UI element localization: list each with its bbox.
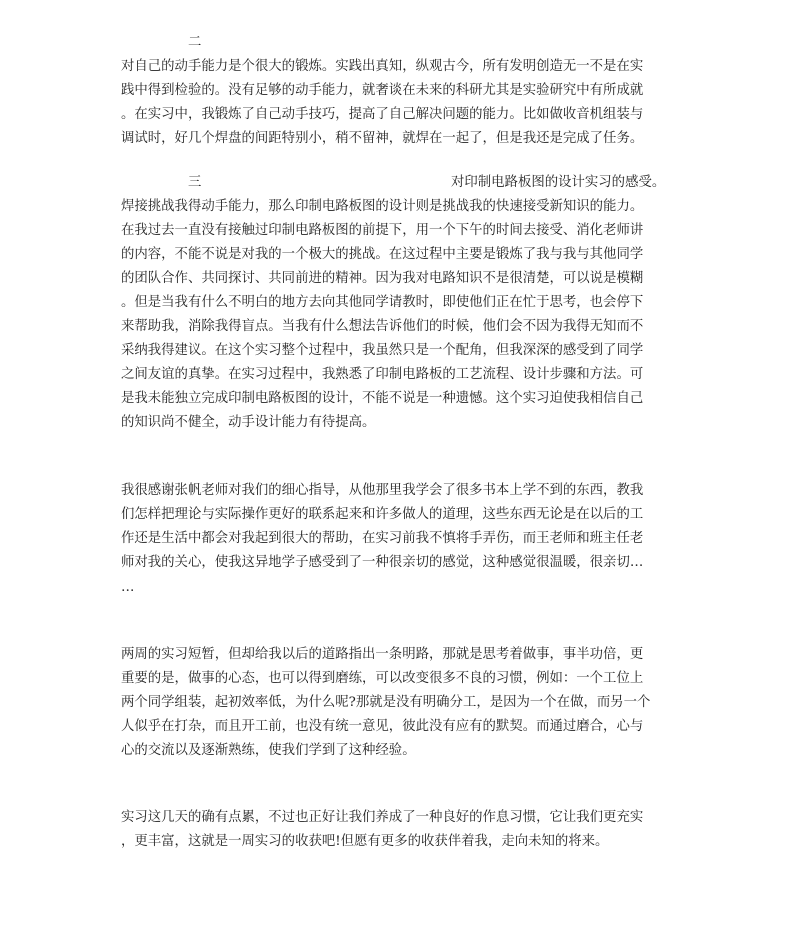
section-three-heading: 对印制电路板图的设计实习的感受。	[451, 175, 666, 190]
paragraph-line: 作还是生活中都会对我起到很大的帮助，在实习前我不慎将手弄伤，而王老师和班主任老	[121, 531, 644, 546]
paragraph-line: 对自己的动手能力是个很大的锻炼。实践出真知，纵观古今，所有发明创造无一不是在实	[121, 59, 644, 74]
paragraph-line: 之间友谊的真挚。在实习过程中，我熟悉了印制电路板的工艺流程、设计步骤和方法。可	[121, 367, 644, 382]
paragraph-line: 师对我的关心，使我这异地学子感受到了一种很亲切的感觉，这种感觉很温暖，很亲切…	[121, 555, 644, 570]
paragraph-line: 们怎样把理论与实际操作更好的联系起来和许多做人的道理，这些东西无论是在以后的工	[121, 507, 644, 522]
paragraph-line: 实习这几天的确有点累，不过也正好让我们养成了一种良好的作息习惯，它让我们更充实	[121, 810, 644, 825]
paragraph-line: 在我过去一直没有接触过印制电路板图的前提下，用一个下午的时间去接受、消化老师讲	[121, 223, 644, 238]
paragraph-line: 的知识尚不健全，动手设计能力有待提高。	[121, 415, 376, 430]
paragraph-line: 采纳我得建议。在这个实习整个过程中，我虽然只是一个配角，但我深深的感受到了同学	[121, 343, 644, 358]
section-three-marker: 三	[188, 175, 202, 190]
paragraph-line: 的团队合作、共同探讨、共同前进的精神。因为我对电路知识不是很清楚，可以说是模糊	[121, 271, 644, 286]
paragraph-line: 焊接挑战我得动手能力，那么印制电路板图的设计则是挑战我的快速接受新知识的能力。	[121, 199, 644, 214]
paragraph-line: 两周的实习短暂，但却给我以后的道路指出一条明路，那就是思考着做事，事半功倍，更	[121, 647, 644, 662]
paragraph-line: 两个同学组装，起初效率低，为什么呢?那就是没有明确分工，是因为一个在做，而另一个	[121, 695, 651, 710]
paragraph-line: 的内容，不能不说是对我的一个极大的挑战。在这过程中主要是锻炼了我与我与其他同学	[121, 247, 644, 262]
paragraph-line: 人似乎在打杂，而且开工前，也没有统一意见，彼此没有应有的默契。而通过磨合，心与	[121, 719, 644, 734]
paragraph-line: 我很感谢张帆老师对我们的细心指导，从他那里我学会了很多书本上学不到的东西，教我	[121, 483, 644, 498]
paragraph-line: …	[121, 580, 135, 595]
paragraph-line: 。但是当我有什么不明白的地方去向其他同学请教时，即使他们正在忙于思考，也会停下	[121, 295, 644, 310]
paragraph-line: 调试时，好几个焊盘的间距特别小，稍不留神，就焊在一起了，但是我还是完成了任务。	[121, 131, 644, 146]
paragraph-line: 重要的是，做事的心态，也可以得到磨练，可以改变很多不良的习惯，例如：一个工位上	[121, 671, 644, 686]
paragraph-line: 是我未能独立完成印制电路板图的设计，不能不说是一种遗憾。这个实习迫使我相信自己	[121, 391, 644, 406]
paragraph-line: 来帮助我，消除我得盲点。当我有什么想法告诉他们的时候，他们会不因为我得无知而不	[121, 319, 644, 334]
paragraph-line: ，更丰富，这就是一周实习的收获吧!但愿有更多的收获伴着我，走向未知的将来。	[121, 834, 609, 849]
paragraph-line: 心的交流以及逐渐熟练，使我们学到了这种经验。	[121, 743, 416, 758]
section-two-marker: 二	[188, 35, 202, 50]
paragraph-line: 。在实习中，我锻炼了自己动手技巧，提高了自己解决问题的能力。比如做收音机组装与	[121, 107, 644, 122]
paragraph-line: 践中得到检验的。没有足够的动手能力，就奢谈在未来的科研尤其是实验研究中有所成就	[121, 83, 644, 98]
